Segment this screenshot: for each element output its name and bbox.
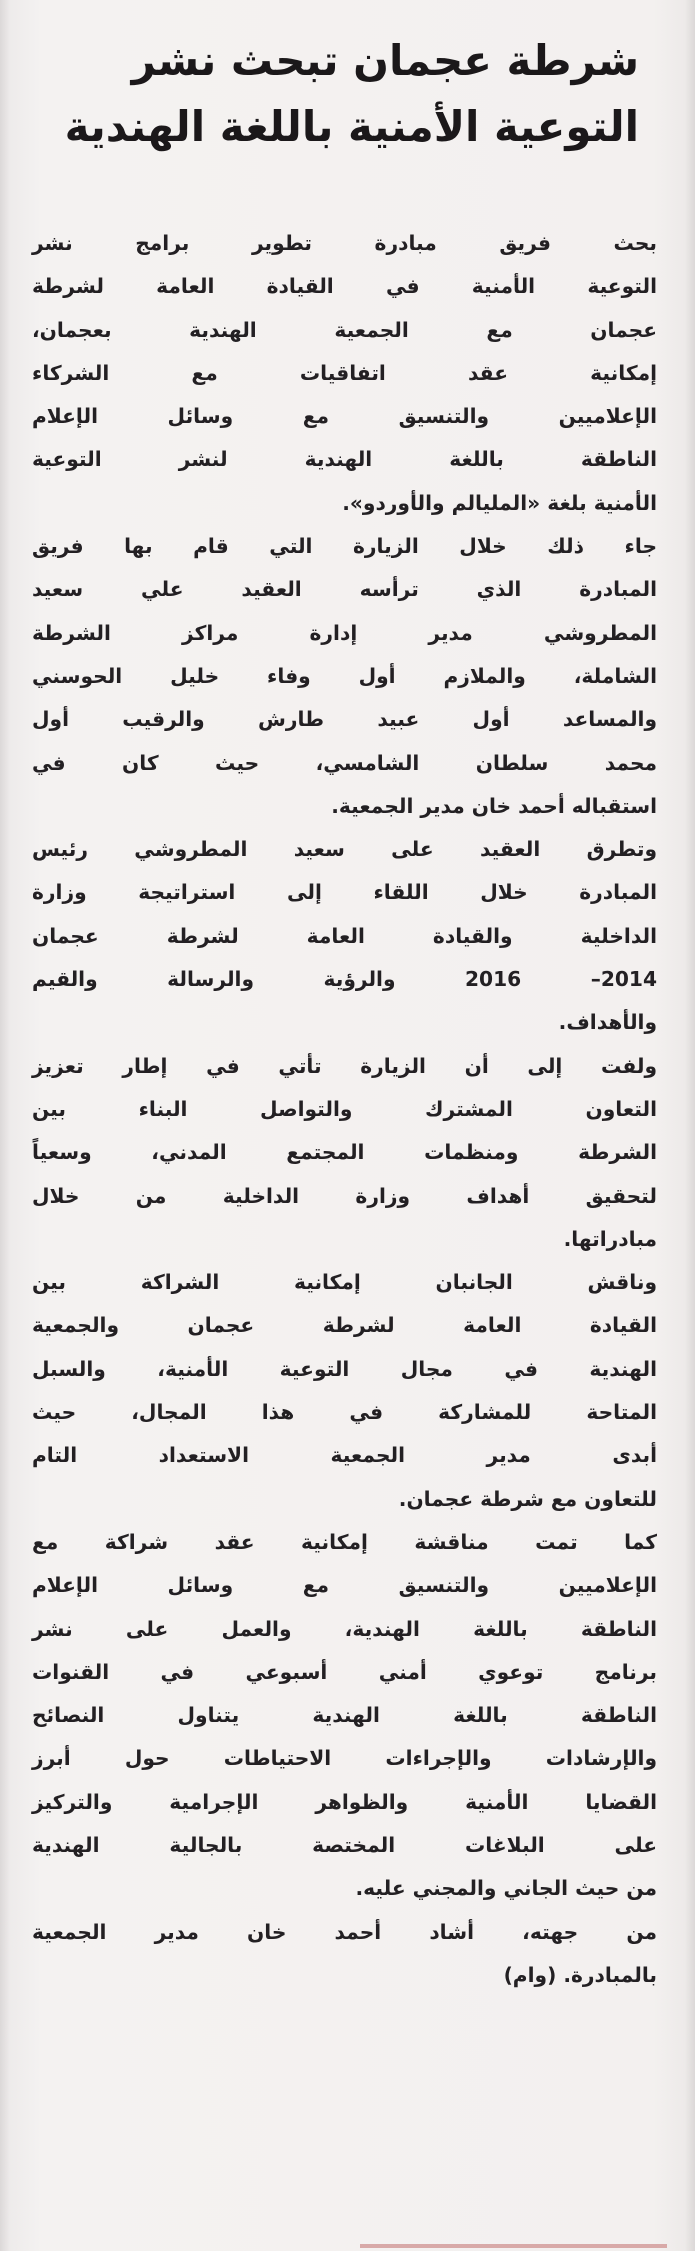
text-line: محمد سلطان الشامسي، حيث كان في [32, 750, 657, 775]
text-line: الشاملة، والملازم أول وفاء خليل الحوسني [32, 663, 657, 688]
text-line: القيادة العامة لشرطة عجمان والجمعية [32, 1313, 657, 1338]
text-line: الأمنية بلغة «المليالم والأوردو». [342, 490, 657, 515]
text-line: عجمان مع الجمعية الهندية بعجمان، [32, 317, 657, 342]
text-line: المبادرة الذي ترأسه العقيد علي سعيد [32, 577, 657, 602]
text-line: وتطرق العقيد على سعيد المطروشي رئيس [32, 837, 657, 862]
text-line: والإرشادات والإجراءات الاحتياطات حول أبرز [32, 1746, 657, 1771]
text-line: جاء ذلك خلال الزيارة التي قام بها فريق [32, 534, 657, 559]
text-line: الإعلاميين والتنسيق مع وسائل الإعلام [32, 1573, 657, 1598]
text-line: الناطقة باللغة الهندية، والعمل على نشر [32, 1616, 657, 1641]
text-line: من جهته، أشاد أحمد خان مدير الجمعية [32, 1919, 657, 1944]
paragraph-4 [32, 1045, 657, 1261]
text-line: الناطقة باللغة الهندية يتناول النصائح [32, 1703, 657, 1728]
text-line: الناطقة باللغة الهندية لنشر التوعية [32, 447, 657, 472]
text-line: الداخلية والقيادة العامة لشرطة عجمان [32, 923, 657, 948]
paragraph-2 [32, 525, 657, 828]
text-line: وناقش الجانبان إمكانية الشراكة بين [32, 1270, 657, 1295]
text-line: كما تمت مناقشة إمكانية عقد شراكة مع [32, 1529, 657, 1554]
article-body [32, 222, 657, 1997]
paragraph-1 [32, 222, 657, 525]
text-line: للتعاون مع شرطة عجمان. [398, 1486, 657, 1511]
text-line: إمكانية عقد اتفاقيات مع الشركاء [32, 360, 657, 385]
text-line: بالمبادرة. (وام) [503, 1962, 657, 1987]
text-line: والأهداف. [558, 1010, 657, 1035]
paragraph-5 [32, 1261, 657, 1521]
text-line: ولفت إلى أن الزيارة تأتي في إطار تعزيز [32, 1053, 657, 1078]
text-line: من حيث الجاني والمجني عليه. [355, 1876, 657, 1901]
text-line: 2014– 2016 والرؤية والرسالة والقيم [32, 967, 657, 992]
text-line: لتحقيق أهداف وزارة الداخلية من خلال [32, 1183, 657, 1208]
text-line: على البلاغات المختصة بالجالية الهندية [32, 1832, 657, 1857]
text-line: والمساعد أول عبيد طارش والرقيب أول [32, 707, 657, 732]
headline-line-1: شرطة عجمان تبحث نشر [131, 36, 639, 85]
text-line: الإعلاميين والتنسيق مع وسائل الإعلام [32, 404, 657, 429]
paragraph-7 [32, 1911, 657, 1998]
text-line: الهندية في مجال التوعية الأمنية، والسبل [32, 1356, 657, 1381]
text-line: القضايا الأمنية والظواهر الإجرامية والتركيز [32, 1789, 657, 1814]
text-line: المبادرة خلال اللقاء إلى استراتيجة وزارة [32, 880, 657, 905]
paper-edge-shadow [0, 0, 10, 2251]
text-line: برنامج توعوي أمني أسبوعي في القنوات [32, 1659, 657, 1684]
text-line: مبادراتها. [563, 1226, 657, 1251]
text-line: التعاون المشترك والتواصل البناء بين [32, 1096, 657, 1121]
paper-edge-shadow [685, 0, 695, 2251]
text-line: المتاحة للمشاركة في هذا المجال، حيث [32, 1400, 657, 1425]
text-line: استقباله أحمد خان مدير الجمعية. [331, 793, 657, 818]
text-line: التوعية الأمنية في القيادة العامة لشرطة [32, 274, 657, 299]
text-line: أبدى مدير الجمعية الاستعداد التام [32, 1443, 657, 1468]
paragraph-6 [32, 1521, 657, 1911]
text-line: الشرطة ومنظمات المجتمع المدني، وسعياً [32, 1140, 657, 1165]
paragraph-3 [32, 828, 657, 1044]
headline-line-2: التوعية الأمنية باللغة الهندية [64, 102, 639, 151]
text-line: المطروشي مدير إدارة مراكز الشرطة [32, 620, 657, 645]
headline [40, 28, 639, 160]
text-line: بحث فريق مبادرة تطوير برامج نشر [32, 231, 657, 255]
bottom-divider [360, 2244, 667, 2248]
